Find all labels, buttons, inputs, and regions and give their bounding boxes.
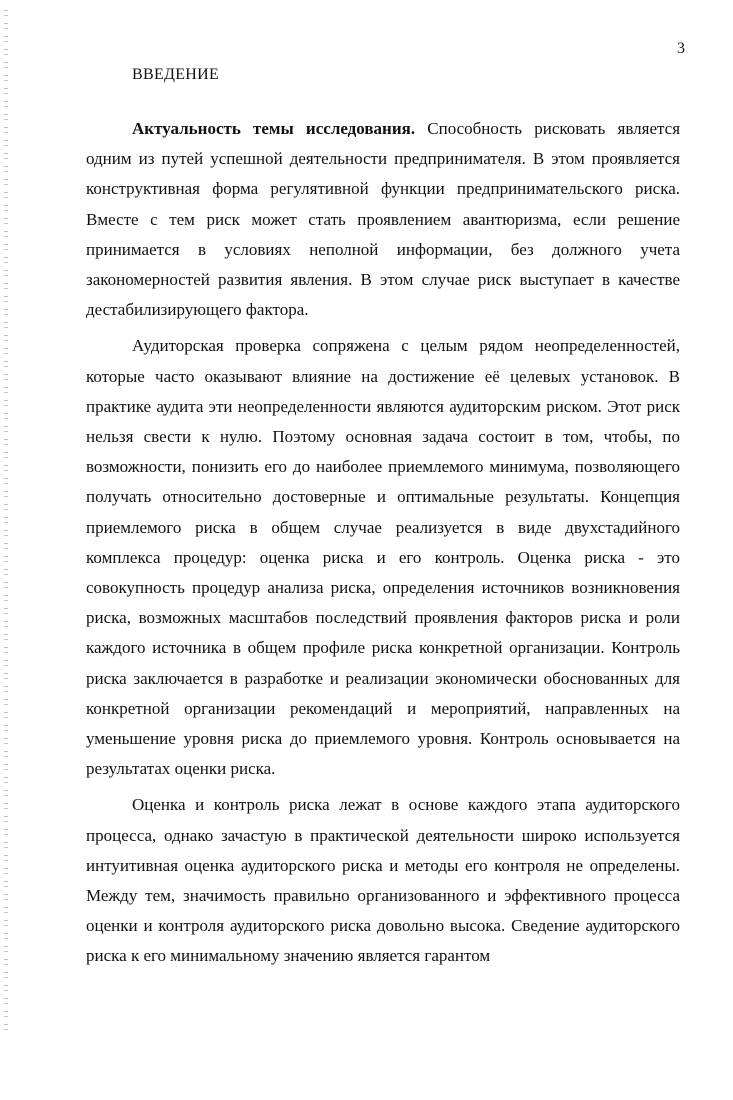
section-heading: ВВЕДЕНИЕ [132,66,220,83]
scan-binding-edge [4,10,8,1030]
paragraph-audit-risk [86,331,680,784]
paragraph-text: Способность рисковать является одним из путей успешной деятельности предпринимателя. В этом проявляется конструктивная форма регулятивной функции предпринимательского риска. Вместе с тем риск может стать проявлением авантюризма, если решение принимается в условиях неполной информации, без должного учета закономерностей развития явления. В этом случае риск выступает в качестве дестабилизирующего фактора. [86,119,681,320]
paragraph-text: Оценка и контроль риска лежат в основе каждого этапа аудиторского процесса, однако зачастую в практической деятельности широко используется интуитивная оценка аудиторского риска и методы его контроля не определены. Между тем, значимость правильно организованного и эффективного процесса оценки и контроля аудиторского риска довольно высока. Сведение аудиторского риска к его минимальному значению является гарантом [86,795,680,966]
paragraph-text: Аудиторская проверка сопряжена с целым рядом неопределенностей, которые часто оказывают влияние на достижение её целевых установок. В практике аудита эти неопределенности являются аудиторским риском. Этот риск нельзя свести к нулю. Поэтому основная задача состоит в том, чтобы, по возможности, понизить его до наиболее приемлемого минимума, позволяющего получать относительно достоверные и оптимальные результаты. Концепция приемлемого риска в общем случае реализуется в виде двухстадийного комплекса процедур: оценка риска и его контроль. Оценка риска - это совокупность процедур анализа риска, определения источников возникновения риска, возможных масштабов последствий проявления факторов риска и роли каждого источника в общем профиле риска конкретной организации. Контроль риска заключается в разработке и реализации экономически обоснованных для конкретной организации рекомендаций и мероприятий, направленных на уменьшение уровня риска до приемлемого уровня. Контроль основывается на результатах оценки риска. [86,336,680,779]
body-text [86,114,680,972]
page-number: 3 [677,40,685,57]
paragraph-assessment-control [86,790,680,971]
paragraph-relevance [86,114,680,325]
paragraph-lead: Актуальность темы исследования. [132,119,416,138]
